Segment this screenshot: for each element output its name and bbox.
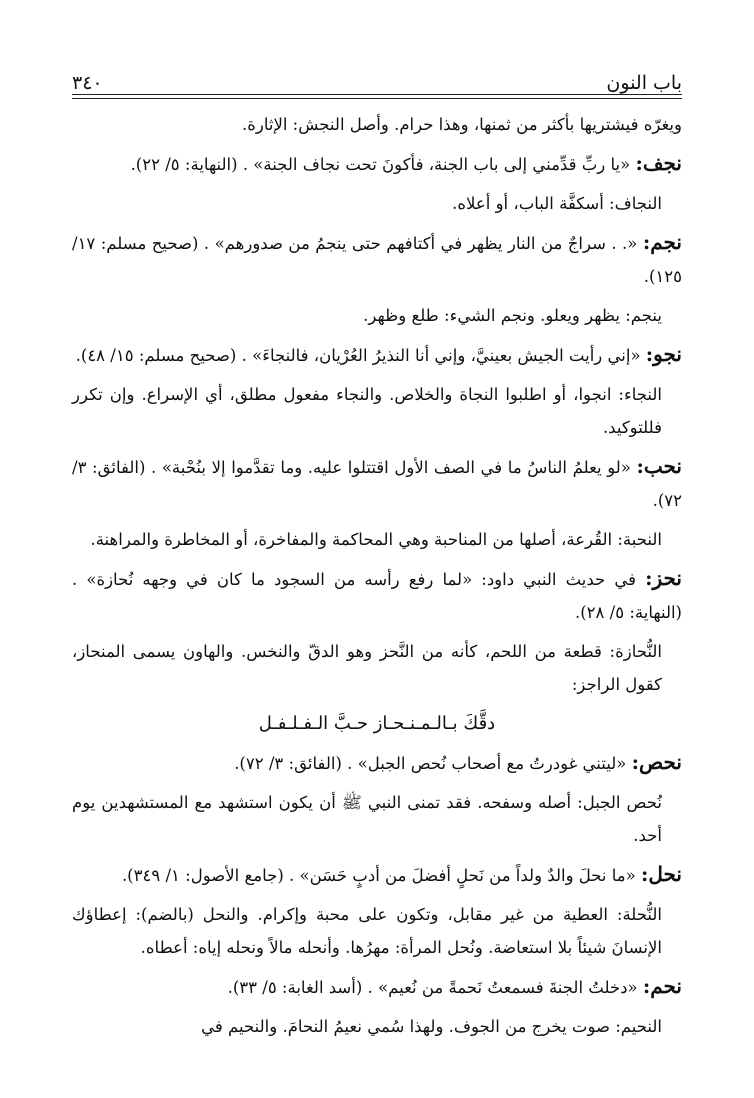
entry-paragraph: نجو: «إني رأيت الجيش بعينيَّ، وإني أنا النذيرُ العُرْيان، فالنجاءَ» . (صحيح مسلم: ١٥/ ٤٨).	[75, 342, 682, 366]
entry-paragraph: نحم: «دخلتُ الجنةَ فسمعتُ نَحمةً من نُعيم» . (أسد الغابة: ٥/ ٣٣).	[227, 974, 682, 998]
entry-explanation: ينجم: يظهر ويعلو. ونجم الشيء: طلع وظهر.	[363, 306, 662, 325]
page-number: ٣٤٠	[72, 72, 103, 94]
page-body	[72, 108, 682, 1049]
entry-paragraph: ويغرّه فيشتريها بأكثر من ثمنها، وهذا حرام. وأصل النجش: الإثارة.	[241, 115, 682, 134]
entry-explanation: النحبة: القُرعة، أصلها من المناحبة وهي المحاكمة والمفاخرة، أو المخاطرة والمراهنة.	[90, 530, 662, 549]
entry-paragraph: نحل: «ما نحلَ والدٌ ولداً من نَحلٍ أفضلَ من أدبٍ حَسَن» . (جامع الأصول: ١/ ٣٤٩).	[121, 862, 682, 886]
entry-explanation: النجاف: أسكفَّة الباب، أو أعلاه.	[452, 194, 662, 213]
header-rule	[72, 98, 682, 99]
entry-headword: نحم:	[642, 974, 682, 998]
chapter-title: باب النون	[606, 72, 682, 94]
entry-paragraph: نجم: «. . سراجٌ من النار يظهر في أكتافهم حتى ينجمُ من صدورهم» . (صحيح مسلم: ١٧/ ١٢٥).	[72, 230, 682, 286]
entry-headword: نجو:	[645, 342, 682, 366]
entry-headword: نحص:	[631, 750, 682, 774]
entry-explanation: النحيم: صوت يخرج من الجوف. ولهذا سُمي نعيمُ النحامَ. والنحيم في	[201, 1017, 662, 1036]
entry-headword: نحب:	[636, 454, 682, 478]
entry-paragraph: نجف: «يا ربِّ قدِّمني إلى باب الجنة، فأكونَ تحت نجاف الجنة» . (النهاية: ٥/ ٢٢).	[130, 151, 682, 175]
entry-explanation: النُّحلة: العطية من غير مقابل، وتكون على محبة وإكرام. والنحل (بالضم): إعطاؤك الإنسانَ شيئاً بلا استعاضة. ونُحل المرأة: مهرُها. وأنحله مالاً ونحله إياه: أعطاه.	[72, 905, 662, 957]
entry-headword: نجم:	[642, 230, 682, 254]
entry-explanation: النُّحازة: قطعة من اللحم، كأنه من النَّحز وهو الدقّ والنخس. والهاون يسمى المنحاز، كقول الراجز:	[72, 642, 662, 694]
entry-headword: نجف:	[635, 151, 682, 175]
entry-headword: نحز:	[645, 566, 682, 590]
entry-paragraph: نحص: «ليتني غودرتُ مع أصحاب نُحص الجبل» . (الفائق: ٣/ ٧٢).	[234, 750, 682, 774]
entry-paragraph: نحب: «لو يعلمُ الناسُ ما في الصف الأول اقتتلوا عليه. وما تقدَّموا إلا بنُحْبة» . (الفائق: ٣/ ٧٢).	[72, 454, 682, 510]
entry-paragraph: نحز: في حديث النبي داود: «لما رفع رأسه من السجود ما كان في وجهه نُحازة» . (النهاية: ٥/ ٢٨).	[72, 566, 682, 622]
entry-explanation: نُحص الجبل: أصله وسفحه. فقد تمنى النبي ﷺ أن يكون استشهد مع المستشهدين يوم أحد.	[72, 793, 662, 845]
verse-line: دقَّكَ بـالـمـنـحـاز حـبَّ الـفـلـفـل	[258, 713, 496, 734]
page-header	[72, 58, 682, 94]
entry-headword: نحل:	[640, 862, 682, 886]
header-rule	[72, 94, 682, 95]
entry-explanation: النجاء: انجوا، أو اطلبوا النجاة والخلاص. والنجاء مفعول مطلق، أي الإسراع. وإن تكرر فللتوكيد.	[72, 385, 662, 437]
